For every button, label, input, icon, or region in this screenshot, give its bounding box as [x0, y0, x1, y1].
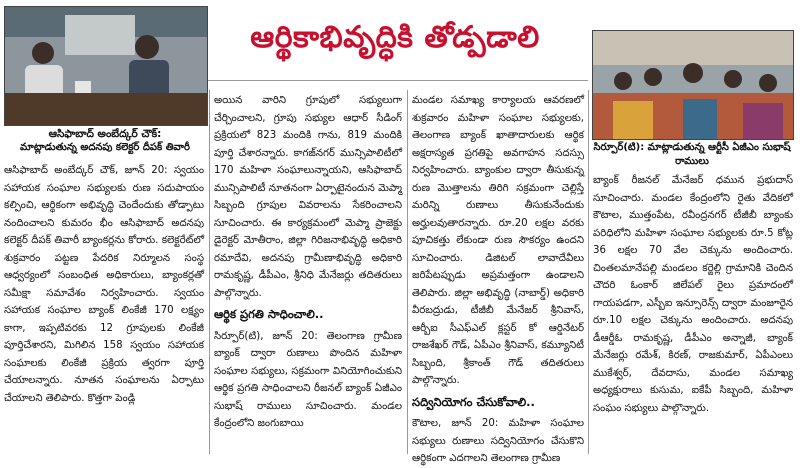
column-rule-2 — [407, 90, 408, 454]
article-column-2 — [214, 92, 402, 454]
left-caption-line1: ఆసిఫాబాద్ అంబేద్కర్ చౌక్: — [48, 128, 162, 140]
right-photo-caption: సిర్పూర్(టి): మాట్లాడుతున్న ఆర్టీసీ ఏజీఎం సుభాష్ రాములు — [593, 142, 791, 167]
article-column-1 — [4, 162, 204, 454]
column-3-text: మండల సమాఖ్య కార్యాలయ ఆవరణలో శుక్రవారం మహిళా సంఘాల సభ్యులకు, తెలంగాణ బ్యాంక్ ఖాతాదారులకు ఆర్థిక అక్షరాస్యత ప్రగతిపై అవగాహన సదస్సు నిర్వహించారు. బ్యాంకుల ద్వారా తీసుకున్న రుణ మొత్తాలను తిరిగి సక్రమంగా చెల్లిస్తే మరిన్ని రుణాలు తీసుకునేందుకు అర్హులవుతారన్నారు. రూ.20 లక్షల వరకు పూచికత్తు లేకుండా రుణ సౌకర్యం ఉందని సూచించారు. డిజిటల్ లావాదేవీలు జరిపేటప్పుడు అప్రమత్తంగా ఉండాలని తెలిపారు. జిల్లా అభివృద్ధి (నాబార్డ్) అధికారి వీరబద్రుడు, టీజీబీ మేనేజర్ శ్రీనివాస్, ఆర్బీఐ సీఎఫ్ఎల్ క్లస్టర్ కో ఆర్డినేటర్ రాజశేఖర్ గౌడ్, ఏపీఎం శ్రీనివాస్, కమ్యూనిటీ సిబ్బంది, శ్రీకాంత్ గౌడ్ తదితరులు పాల్గొన్నారు. — [412, 95, 584, 386]
article-column-4 — [593, 172, 793, 454]
column-4-text: బ్యాంక్ రీజనల్ మేనేజర్ ధమున ప్రభుదాస్ సూచించారు. మండల కేంద్రంలోని రైతు వేదికలో కౌటాల, ముత్తంపేట, రవీంద్రనగర్ టీజీబీ బ్యాంకు పరిధిలోని మహిళా సంఘాల సభ్యులకు రూ.5 కోట్ల 36 లక్షల 70 వేల చెక్కును అందించారు. చింతలమానేపల్లి మండలం కర్జెల్లి గ్రామానికి చెందిన చౌదరి ఓంకార్ జిలేపల్ రైలు ప్రమాదంలో గాయపడగా, ఎస్బీఐ ఇన్సూరెన్స్ ద్వారా మంజూరైన రూ.10 లక్షల చెక్కును అందించారు. అదనపు డీఆర్డీఓ రామకృష్ణ, డీపీఎం అన్నాజీ, బ్యాంక్ మేనేజర్లు రమేశ్, కిరణ్, రాజకుమార్, ఏపీఎంలు ముకేశ్వర్, దేవదాసు, మండల సమాఖ్య అధ్యక్షురాలు కుసుమ, ఐకేపీ సిబ్బంది, మహిళా సంఘం సభ్యులు పాల్గొన్నారు. — [593, 175, 793, 414]
meeting-photo-left-image — [5, 7, 207, 125]
left-photo-caption — [4, 127, 206, 155]
left-caption-line2: మాట్లాడుతున్న అదనపు కలెక్టర్ దీపక్ తివారీ — [20, 142, 190, 153]
meeting-photo-right — [592, 30, 794, 140]
meeting-photo-left — [4, 6, 208, 126]
headline: ఆర్థికాభివృద్ధికి తోడ్పడాలి — [250, 20, 540, 55]
column-2-tail-text: సిర్పూర్(టి), జూన్ 20: తెలంగాణ గ్రామీణ బ్యాంక్ ద్వారా రుణాలు పొందిన మహిళా సంఘాల సభ్యులు, సక్రమంగా వినియోగించుకుని ఆర్థిక ప్రగతి సాధించాలని రీజనల్ బ్యాంక్ ఏజీఎం సుభాష్ రాములు సూచించారు. మండల కేంద్రంలోని జంగుబాయి — [214, 330, 402, 429]
column-rule-1 — [209, 90, 210, 454]
meeting-photo-right-image — [593, 31, 793, 139]
article-column-3 — [412, 92, 584, 464]
column-2-subheading: ఆర్థిక ప్రగతి సాధించాలి.. — [214, 307, 324, 321]
headline-rule — [208, 80, 588, 81]
column-3-tail-text: కౌటాల, జూన్ 20: మహిళా సంఘాల సభ్యులు రుణాలు సద్వినియోగం చేసుకొని ఆర్థికంగా ఎదగాలని తెలంగాణ గ్రామీణ — [412, 418, 584, 464]
column-rule-3 — [588, 90, 589, 454]
column-1-text: ఆసిఫాబాద్ అంబేద్కర్ చౌక్, జూన్ 20: స్వయం సహాయక సంఘాల సభ్యులకు రుణ సదుపాయం కల్పించి, ఆర్థికంగా అభివృద్ధి చెందేందుకు తోడ్పాటు నందించాలని కుమరం భీం ఆసిఫాబాద్ అదనపు కలెక్టర్ దీపక్ తివారీ బ్యాంకర్లను కోరారు. కలెక్టరేట్‌లో శుక్రవారం పట్టణ పేదరిక నిర్మూలన సంస్థ ఆధ్వర్యంలో సంబంధిత అధికారులు, బ్యాంకర్లతో సమీక్షా సమావేశం నిర్వహించారు. స్వయం సహాయక సంఘాల బ్యాంక్ లింకేజీ 170 లక్ష్యం కాగా, ఇప్పటివరకు 12 గ్రూపులకు లింకేజీ పూర్తిచేశారని, మిగిలిన 158 స్వయం సహాయక సంఘాలకు లింకేజీ ప్రక్రియ త్వరగా పూర్తి చేయాలన్నారు. నూతన సంఘాలను ఏర్పాటు చేయాలని తెలిపారు. కొత్తగా పెండ్లి — [4, 165, 204, 404]
column-2-text: అయిన వారిని గ్రూపులో సభ్యులుగా చేర్చించాలని, గ్రూపు సభ్యుల ఆధార్ సీడింగ్ ప్రక్రియలో 823 మందికి గాను, 819 మందికి పూర్తి చేశారన్నారు. కాగజ్‌నగర్ మున్సిపాలిటీలో 170 మహిళా సంఘాలున్నాయని, ఆసిఫాబాద్ మున్సిపాలిటీ నూతనంగా ఏర్పాటైనందున మెప్మా సిబ్బంది గ్రూపుల వివరాలను సేకరించాలని సూచించారు. ఈ కార్యక్రమంలో మెప్మా ప్రాజెక్టు డైరెక్టర్ మోతీరాం, జిల్లా గిరిజనాభివృద్ధి అధికారి రమాదేవి, అదనపు గ్రామీణాభివృద్ధి అధికారి రామకృష్ణ, డీపీఎం, శ్రీనిధి మేనేజర్లు తదితరులు పాల్గొన్నారు. — [214, 95, 402, 299]
column-3-subheading: సద్వినియోగం చేసుకోవాలి.. — [412, 394, 535, 409]
